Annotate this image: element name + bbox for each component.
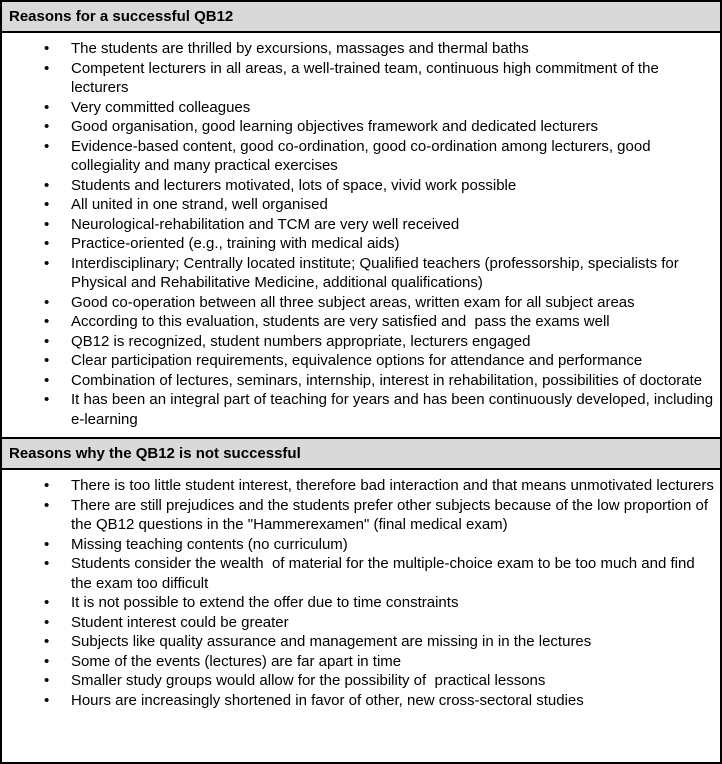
- bullet-icon: •: [44, 555, 50, 572]
- reason-list-successful: [2, 33, 720, 437]
- list-item-text: All united in one strand, well organised: [71, 196, 328, 213]
- list-item-text: It has been an integral part of teaching for years and has been continuously developed, including e-learning: [71, 391, 718, 428]
- section-not-successful-reasons: [2, 437, 720, 718]
- bullet-icon: •: [44, 691, 50, 709]
- bullet-icon: •: [44, 118, 50, 135]
- bullet-icon: •: [44, 235, 50, 252]
- bullet-icon: •: [44, 254, 50, 272]
- list-item: [2, 137, 714, 176]
- list-item-text: Good co-operation between all three subject areas, written exam for all subject areas: [71, 293, 635, 311]
- list-item: [2, 496, 714, 535]
- bullet-icon: •: [44, 633, 50, 650]
- list-item: [2, 371, 714, 391]
- list-item-text: Neurological-rehabilitation and TCM are very well received: [71, 215, 460, 233]
- list-item: [2, 254, 714, 293]
- bullet-icon: •: [44, 59, 50, 77]
- list-item: [2, 535, 714, 555]
- bullet-icon: •: [44, 332, 50, 350]
- section-header-text: Reasons for a successful QB12: [9, 8, 234, 25]
- list-item: [2, 176, 714, 196]
- list-item-text: QB12 is recognized, student numbers appropriate, lecturers engaged: [71, 332, 531, 350]
- list-item: [2, 312, 714, 332]
- list-item-text: Some of the events (lectures) are far apart in time: [71, 652, 402, 670]
- list-item-text: Interdisciplinary; Centrally located institute; Qualified teachers (professorship, specialists for Physical and Rehabilitative Medicine, additional qualifications): [71, 254, 683, 291]
- list-item-text: Good organisation, good learning objectives framework and dedicated lecturers: [71, 118, 598, 135]
- reason-list-not-successful: [2, 470, 720, 718]
- list-item: [2, 632, 714, 652]
- list-item-text: Missing teaching contents (no curriculum): [71, 535, 348, 553]
- list-item: [2, 195, 714, 215]
- bullet-icon: •: [44, 137, 50, 155]
- list-item: [2, 476, 714, 496]
- list-item-text: Students consider the wealth of material for the multiple-choice exam to be too much and find the exam too difficult: [71, 555, 699, 592]
- list-item-text: According to this evaluation, students are very satisfied and pass the exams well: [71, 313, 610, 330]
- list-item: [2, 671, 714, 691]
- bullet-icon: •: [44, 477, 50, 494]
- list-item: [2, 613, 714, 633]
- list-item: [2, 554, 714, 593]
- section-header-text: Reasons why the QB12 is not successful: [9, 445, 301, 462]
- list-item-text: Combination of lectures, seminars, internship, interest in rehabilitation, possibilities of doctorate: [71, 371, 703, 389]
- list-item-text: The students are thrilled by excursions, massages and thermal baths: [71, 40, 529, 57]
- list-item-text: Student interest could be greater: [71, 613, 289, 631]
- list-item: [2, 351, 714, 371]
- list-item-text: There is too little student interest, therefore bad interaction and that means unmotivated lecturers: [71, 477, 714, 494]
- section-header-successful: [2, 2, 720, 33]
- list-item: [2, 39, 714, 59]
- list-item: [2, 234, 714, 254]
- bullet-icon: •: [44, 176, 50, 194]
- list-item: [2, 390, 718, 429]
- list-item: [2, 593, 714, 613]
- list-item: [2, 215, 714, 235]
- bullet-icon: •: [44, 496, 50, 514]
- bullet-icon: •: [44, 672, 50, 689]
- list-item-text: Competent lecturers in all areas, a well-trained team, continuous high commitment of the lecturers: [71, 59, 663, 96]
- bullet-icon: •: [44, 391, 50, 408]
- list-item-text: Evidence-based content, good co-ordination, good co-ordination among lecturers, good collegiality and many practical exercises: [71, 137, 655, 174]
- bullet-icon: •: [44, 215, 50, 233]
- bullet-icon: •: [44, 594, 50, 611]
- list-item-text: Hours are increasingly shortened in favor of other, new cross-sectoral studies: [71, 691, 584, 709]
- list-item: [2, 332, 714, 352]
- bullet-icon: •: [44, 313, 50, 330]
- list-item-text: Students and lecturers motivated, lots of space, vivid work possible: [71, 176, 517, 194]
- list-item: [2, 117, 714, 137]
- bullet-icon: •: [44, 535, 50, 553]
- list-item-text: Practice-oriented (e.g., training with medical aids): [71, 235, 400, 252]
- list-item: [2, 293, 714, 313]
- list-item: [2, 59, 714, 98]
- bullet-icon: •: [44, 652, 50, 670]
- list-item: [2, 98, 714, 118]
- list-item-text: It is not possible to extend the offer due to time constraints: [71, 594, 459, 611]
- section-successful-reasons: [2, 2, 720, 437]
- bullet-icon: •: [44, 196, 50, 213]
- list-item: [2, 652, 714, 672]
- bullet-icon: •: [44, 371, 50, 389]
- list-item-text: Very committed colleagues: [71, 98, 251, 116]
- section-header-not-successful: [2, 437, 720, 470]
- bullet-icon: •: [44, 293, 50, 311]
- list-item-text: Clear participation requirements, equivalence options for attendance and performance: [71, 352, 643, 369]
- bullet-icon: •: [44, 352, 50, 369]
- list-item-text: Subjects like quality assurance and management are missing in in the lectures: [71, 633, 592, 650]
- list-item-text: There are still prejudices and the students prefer other subjects because of the low proportion of the QB12 questions in the "Hammerexamen" (final medical exam): [71, 496, 713, 533]
- bullet-icon: •: [44, 40, 50, 57]
- bullet-icon: •: [44, 613, 50, 631]
- bullet-icon: •: [44, 98, 50, 116]
- list-item-text: Smaller study groups would allow for the possibility of practical lessons: [71, 672, 546, 689]
- list-item: [2, 691, 714, 711]
